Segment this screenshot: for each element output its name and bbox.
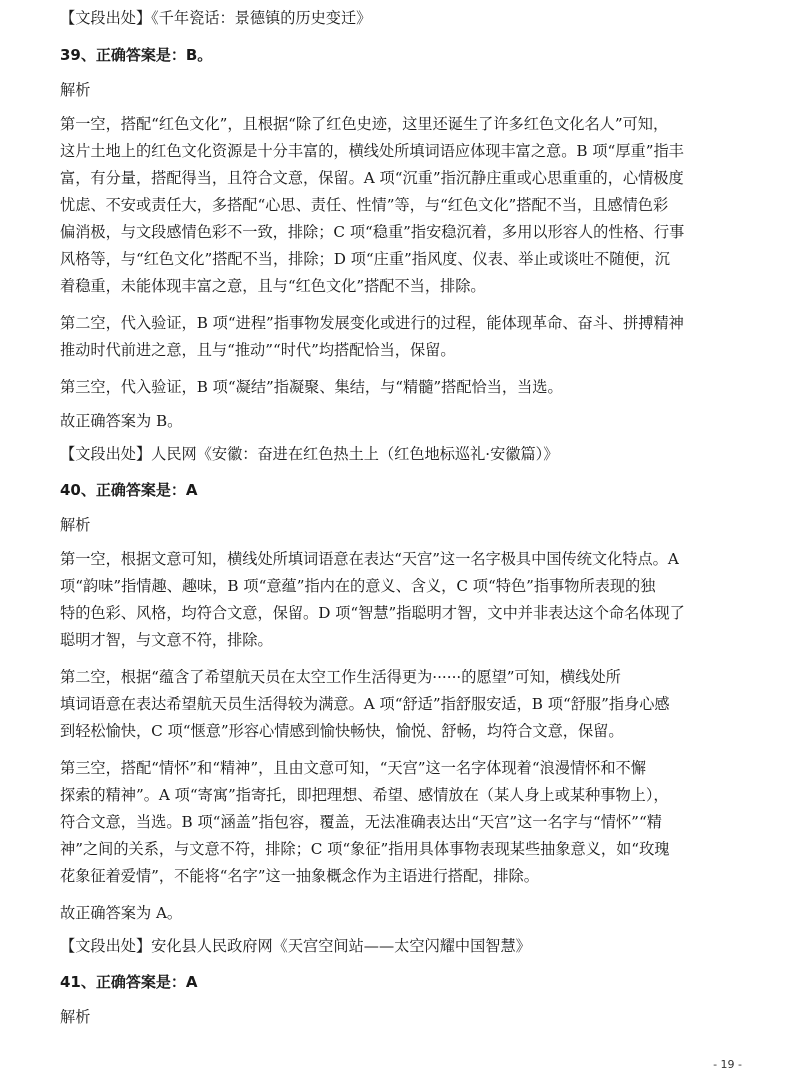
answer-heading: 40、正确答案是：A bbox=[60, 481, 198, 499]
paragraph-line: 这片土地上的红色文化资源是十分丰富的，横线处所填词语应体现丰富之意。B 项“厚重”指丰 bbox=[60, 142, 684, 160]
paragraph-line: 聪明才智，与文意不符，排除。 bbox=[60, 631, 273, 649]
analysis-label: 解析 bbox=[60, 516, 91, 534]
paragraph-line: 符合文意，当选。B 项“涵盖”指包容，覆盖，无法准确表达出“天宫”这一名字与“情怀”“精 bbox=[60, 813, 662, 831]
paragraph-line: 第一空，根据文意可知，横线处所填词语意在表达“天宫”这一名字极具中国传统文化特点。A bbox=[60, 550, 679, 568]
paragraph-line: 第三空，代入验证，B 项“凝结”指凝聚、集结，与“精髓”搭配恰当，当选。 bbox=[60, 378, 563, 396]
paragraph-line: 偏消极，与文段感情色彩不一致，排除；C 项“稳重”指安稳沉着，多用以形容人的性格、行事 bbox=[60, 223, 685, 241]
answer-heading: 41、正确答案是：A bbox=[60, 973, 198, 991]
paragraph-line: 忧虑、不安或责任大，多搭配“心思、责任、性情”等，与“红色文化”搭配不当，且感情色彩 bbox=[60, 196, 669, 214]
source-line: 【文段出处】人民网《安徽：奋进在红色热土上（红色地标巡礼·安徽篇）》 bbox=[60, 445, 559, 463]
source-line: 【文段出处】安化县人民政府网《天宫空间站——太空闪耀中国智慧》 bbox=[60, 937, 531, 955]
paragraph-line: 第二空，代入验证，B 项“进程”指事物发展变化或进行的过程，能体现革命、奋斗、拼搏精神 bbox=[60, 314, 684, 332]
paragraph-line: 着稳重，未能体现丰富之意，且与“红色文化”搭配不当，排除。 bbox=[60, 277, 486, 295]
analysis-label: 解析 bbox=[60, 81, 91, 99]
paragraph-line: 神”之间的关系，与文意不符，排除；C 项“象征”指用具体事物表现某些抽象意义，如“玫瑰 bbox=[60, 840, 670, 858]
paragraph-line: 风格等，与“红色文化”搭配不当，排除；D 项“庄重”指风度、仪表、举止或谈吐不随便，沉 bbox=[60, 250, 670, 268]
analysis-label: 解析 bbox=[60, 1008, 91, 1026]
paragraph-line: 填词语意在表达希望航天员生活得较为满意。A 项“舒适”指舒服安适，B 项“舒服”指身心感 bbox=[60, 695, 670, 713]
paragraph-line: 花象征着爱情”，不能将“名字”这一抽象概念作为主语进行搭配，排除。 bbox=[60, 867, 539, 885]
paragraph-line: 富，有分量，搭配得当，且符合文意，保留。A 项“沉重”指沉静庄重或心思重重的，心情极度 bbox=[60, 169, 684, 187]
source-line: 【文段出处】《千年瓷话：景德镇的历史变迁》 bbox=[60, 9, 372, 27]
answer-heading: 39、正确答案是：B。 bbox=[60, 46, 213, 64]
paragraph-line: 第一空，搭配“红色文化”，且根据“除了红色史迹，这里还诞生了许多红色文化名人”可知， bbox=[60, 115, 669, 133]
paragraph-line: 项“韵味”指情趣、趣味，B 项“意蕴”指内在的意义、含义，C 项“特色”指事物所表现的独 bbox=[60, 577, 656, 595]
paragraph-line: 第二空，根据“蕴含了希望航天员在太空工作生活得更为······的愿望”可知，横线处所 bbox=[60, 668, 621, 686]
paragraph-line: 推动时代前进之意，且与“推动”“时代”均搭配恰当，保留。 bbox=[60, 341, 456, 359]
conclusion-line: 故正确答案为 B。 bbox=[60, 412, 183, 430]
page-number: - 19 - bbox=[713, 1058, 742, 1071]
paragraph-line: 探索的精神”。A 项“寄寓”指寄托，即把理想、希望、感情放在（某人身上或某种事物上）， bbox=[60, 786, 669, 804]
paragraph-line: 第三空，搭配“情怀”和“精神”，且由文意可知，“天宫”这一名字体现着“浪漫情怀和不懈 bbox=[60, 759, 646, 777]
paragraph-line: 到轻松愉快，C 项“惬意”形容心情感到愉快畅快，愉悦、舒畅，均符合文意，保留。 bbox=[60, 722, 624, 740]
paragraph-line: 特的色彩、风格，均符合文意，保留。D 项“智慧”指聪明才智，文中并非表达这个命名体现了 bbox=[60, 604, 685, 622]
conclusion-line: 故正确答案为 A。 bbox=[60, 904, 183, 922]
